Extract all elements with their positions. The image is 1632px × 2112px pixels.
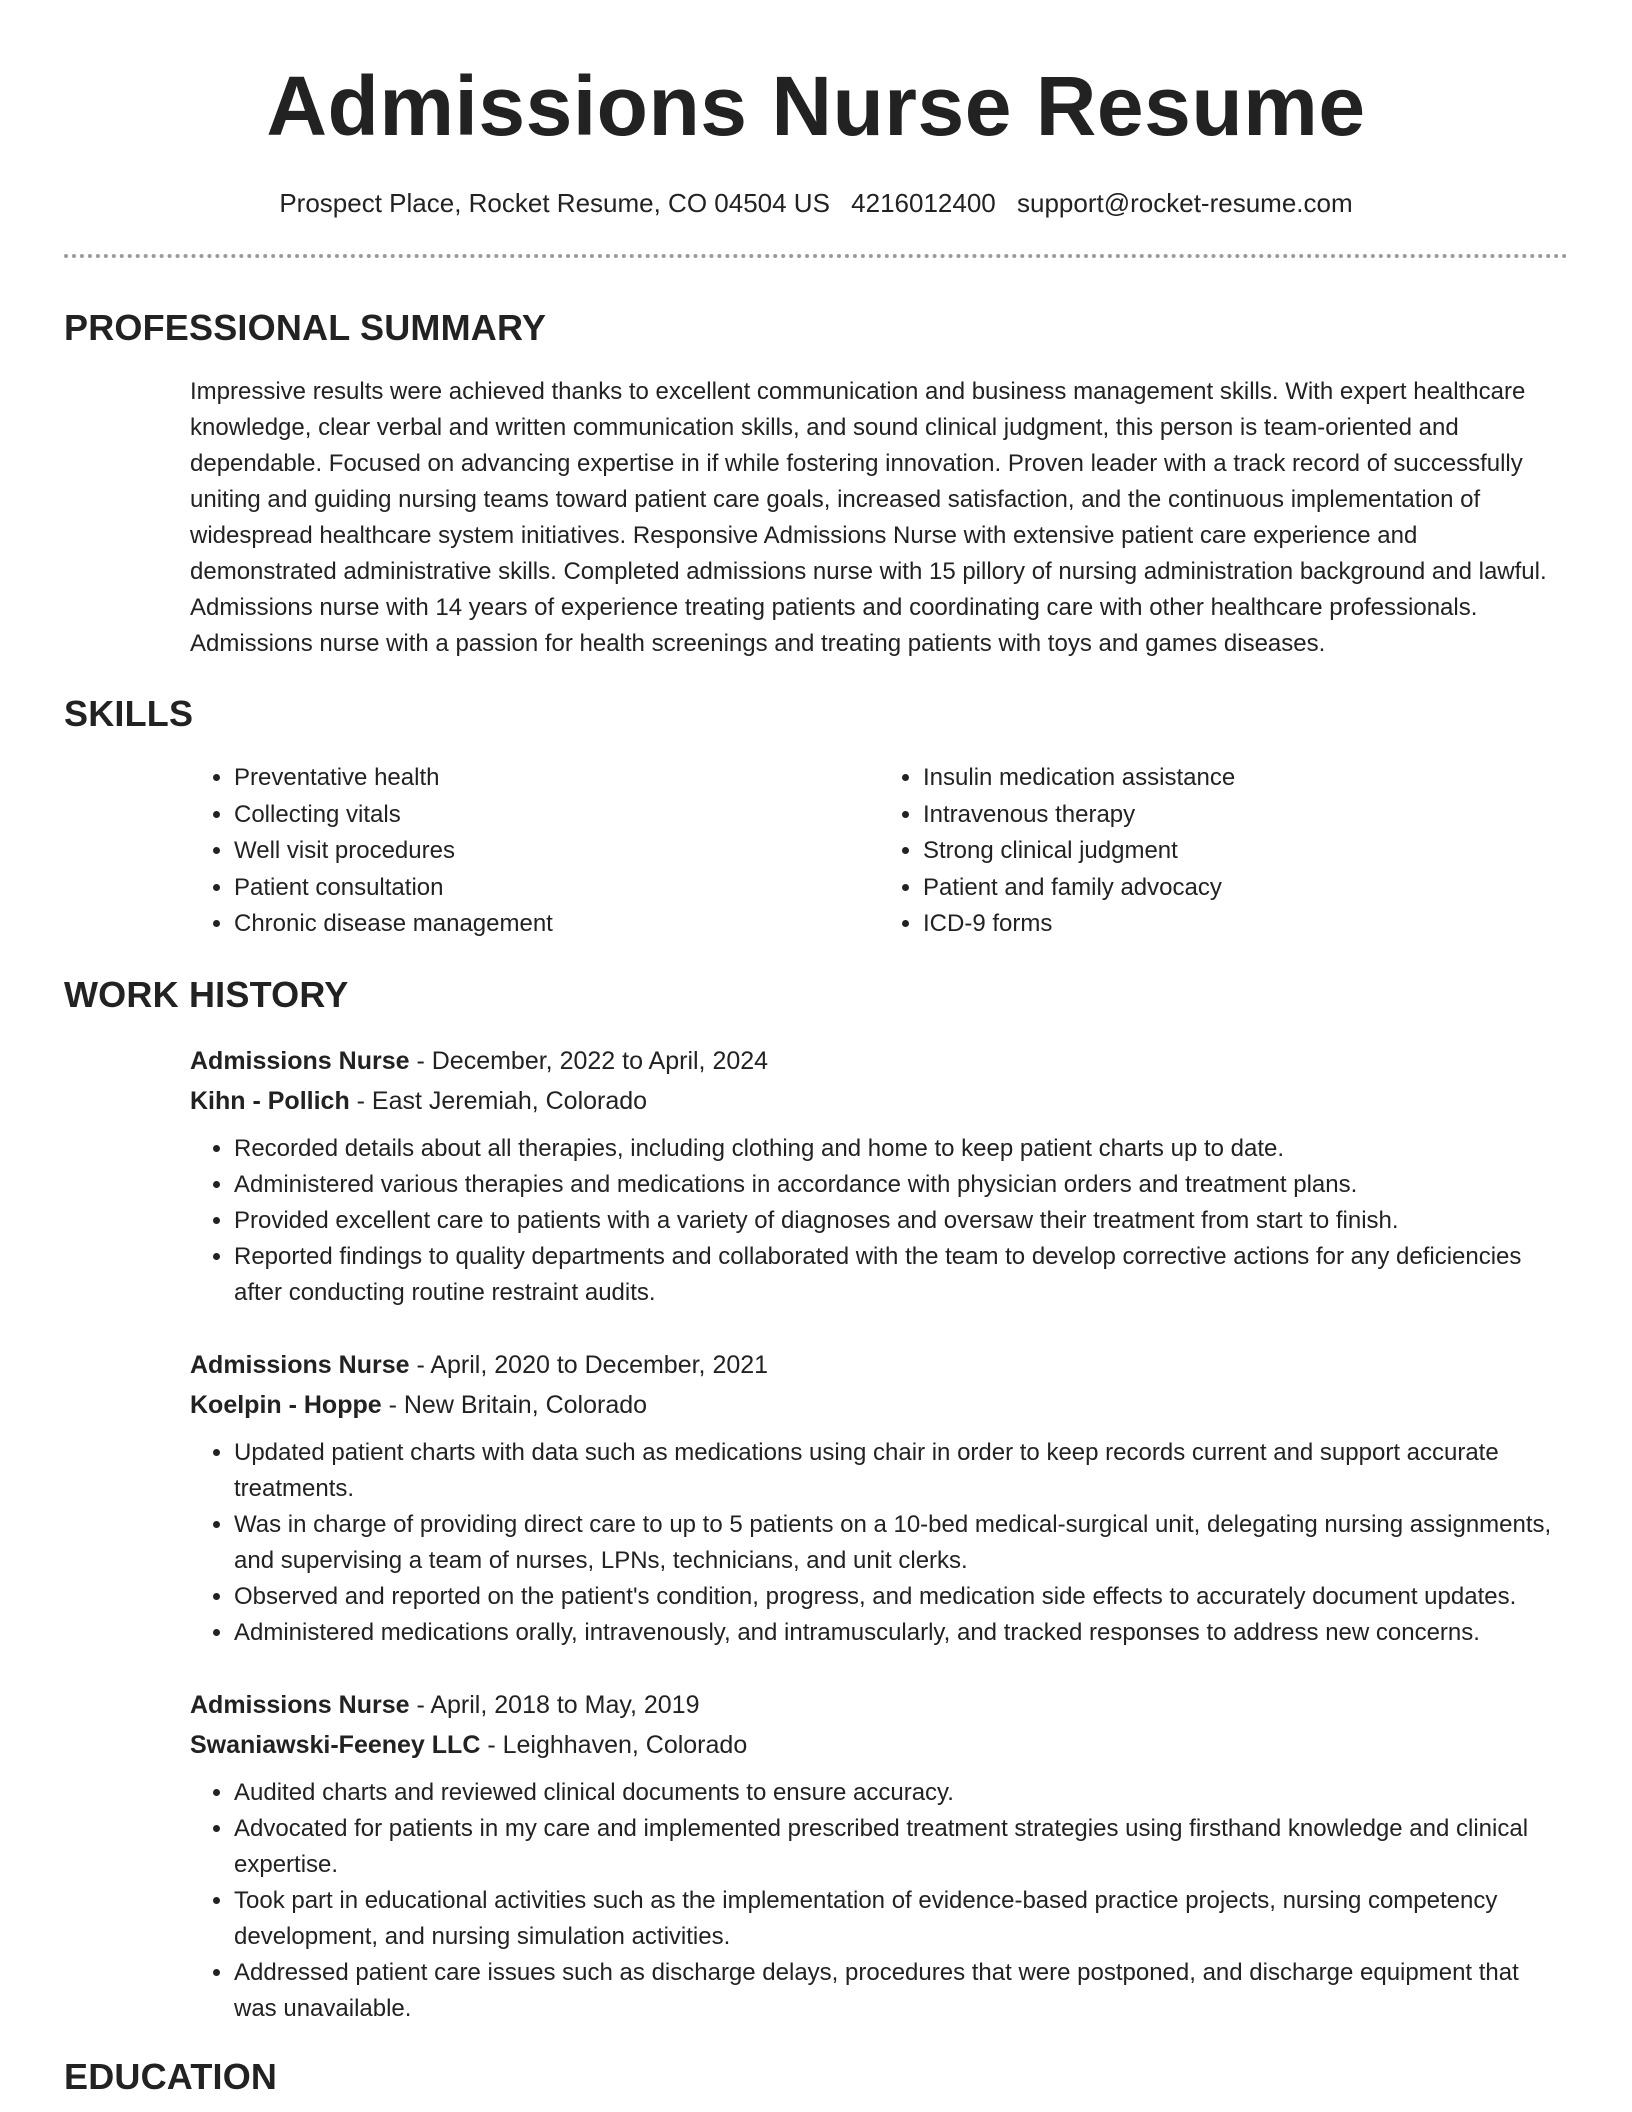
job-bullet: • Administered medications orally, intravenously, and intramuscularly, and tracked responses to address new concerns.: [234, 1615, 1568, 1651]
skill-item: • Intravenous therapy: [923, 797, 1568, 834]
job-bullet: • Audited charts and reviewed clinical documents to ensure accuracy.: [234, 1775, 1568, 1811]
skill-item: • Collecting vitals: [234, 797, 879, 834]
skill-item: • Well visit procedures: [234, 833, 879, 870]
education-heading: EDUCATION: [64, 2055, 278, 2097]
skills-right-column: [879, 760, 1568, 943]
education-section: [64, 2055, 1568, 2099]
skill-item: • Patient consultation: [234, 870, 879, 907]
skills-section: [64, 692, 1568, 943]
resume-title: Admissions Nurse Resume: [266, 59, 1366, 153]
job-dates: - April, 2020 to December, 2021: [409, 1350, 769, 1379]
job-company-line: [190, 1385, 1568, 1425]
job-role: Admissions Nurse: [190, 1046, 410, 1075]
contact-line: [64, 186, 1568, 220]
job-company: Koelpin - Hoppe: [190, 1390, 382, 1419]
job-company-line: [190, 1081, 1568, 1121]
skill-item: • Patient and family advocacy: [923, 870, 1568, 907]
job-bullet: • Recorded details about all therapies, including clothing and home to keep patient charts up to date.: [234, 1131, 1568, 1167]
job-bullet: • Administered various therapies and medications in accordance with physician orders and treatment plans.: [234, 1167, 1568, 1203]
job-bullet: • Took part in educational activities such as the implementation of evidence-based practice projects, nursing competency development, and nursing simulation activities.: [234, 1883, 1568, 1955]
skill-item: • Chronic disease management: [234, 906, 879, 943]
skill-item: • ICD-9 forms: [923, 906, 1568, 943]
job-location: - New Britain, Colorado: [381, 1390, 648, 1419]
summary-heading: PROFESSIONAL SUMMARY: [64, 307, 547, 348]
skill-item: • Insulin medication assistance: [923, 760, 1568, 797]
job-bullet: • Provided excellent care to patients with a variety of diagnoses and oversaw their treatment from start to finish.: [234, 1203, 1568, 1239]
job-bullets: [190, 1131, 1568, 1311]
contact-email: support@rocket-resume.com: [1017, 188, 1353, 218]
skills-heading: SKILLS: [64, 693, 194, 734]
header-divider: [64, 254, 1568, 258]
job-company-line: [190, 1725, 1568, 1765]
job-title-line: [190, 1685, 1568, 1725]
summary-section: [64, 306, 1568, 662]
work-history-section: [64, 973, 1568, 2027]
job-bullet: • Reported findings to quality departments and collaborated with the team to develop corrective actions for any deficiencies after conducting routine restraint audits.: [234, 1239, 1568, 1311]
job-company: Swaniawski-Feeney LLC: [190, 1730, 481, 1759]
job-entry: [190, 1345, 1568, 1651]
job-location: - East Jeremiah, Colorado: [349, 1086, 648, 1115]
job-dates: - December, 2022 to April, 2024: [409, 1046, 769, 1075]
job-dates: - April, 2018 to May, 2019: [409, 1690, 700, 1719]
job-bullet: • Was in charge of providing direct care to up to 5 patients on a 10-bed medical-surgical unit, delegating nursing assignments, and supervising a team of nurses, LPNs, technicians, and unit clerks.: [234, 1507, 1568, 1579]
job-bullet: • Addressed patient care issues such as discharge delays, procedures that were postponed, and discharge equipment that was unavailable.: [234, 1955, 1568, 2027]
job-bullets: [190, 1775, 1568, 2027]
resume-header: [64, 0, 1568, 220]
job-entry: [190, 1041, 1568, 1311]
job-title-line: [190, 1345, 1568, 1385]
job-entry: [190, 1685, 1568, 2027]
skill-item: • Preventative health: [234, 760, 879, 797]
summary-text: Impressive results were achieved thanks to excellent communication and business management skills. With expert healthcare knowledge, clear verbal and written communication skills, and sound clinical judgment, this person is team-oriented and dependable. Focused on advancing expertise in if while fostering innovation. Proven leader with a track record of successfully uniting and guiding nursing teams toward patient care goals, increased satisfaction, and the continuous implementation of widespread healthcare system initiatives. Responsive Admissions Nurse with extensive patient care experience and demonstrated administrative skills. Completed admissions nurse with 15 pillory of nursing administration background and lawful. Admissions nurse with 14 years of experience treating patients and coordinating care with other healthcare professionals. Admissions nurse with a passion for health screenings and treating patients with toys and games diseases.: [190, 378, 1547, 657]
job-bullet: • Advocated for patients in my care and implemented prescribed treatment strategies using firsthand knowledge and clinical expertise.: [234, 1811, 1568, 1883]
contact-phone: 4216012400: [851, 188, 996, 218]
job-title-line: [190, 1041, 1568, 1081]
job-bullet: • Observed and reported on the patient's condition, progress, and medication side effects to accurately document updates.: [234, 1579, 1568, 1615]
job-role: Admissions Nurse: [190, 1350, 410, 1379]
job-role: Admissions Nurse: [190, 1690, 410, 1719]
contact-address: Prospect Place, Rocket Resume, CO 04504 US: [279, 188, 830, 218]
job-bullet: • Updated patient charts with data such as medications using chair in order to keep records current and support accurate treatments.: [234, 1435, 1568, 1507]
work-history-heading: WORK HISTORY: [64, 973, 349, 1015]
job-location: - Leighhaven, Colorado: [480, 1730, 748, 1759]
skills-grid: [190, 760, 1568, 943]
job-bullets: [190, 1435, 1568, 1651]
skills-left-column: [190, 760, 879, 943]
job-company: Kihn - Pollich: [190, 1086, 350, 1115]
skill-item: • Strong clinical judgment: [923, 833, 1568, 870]
